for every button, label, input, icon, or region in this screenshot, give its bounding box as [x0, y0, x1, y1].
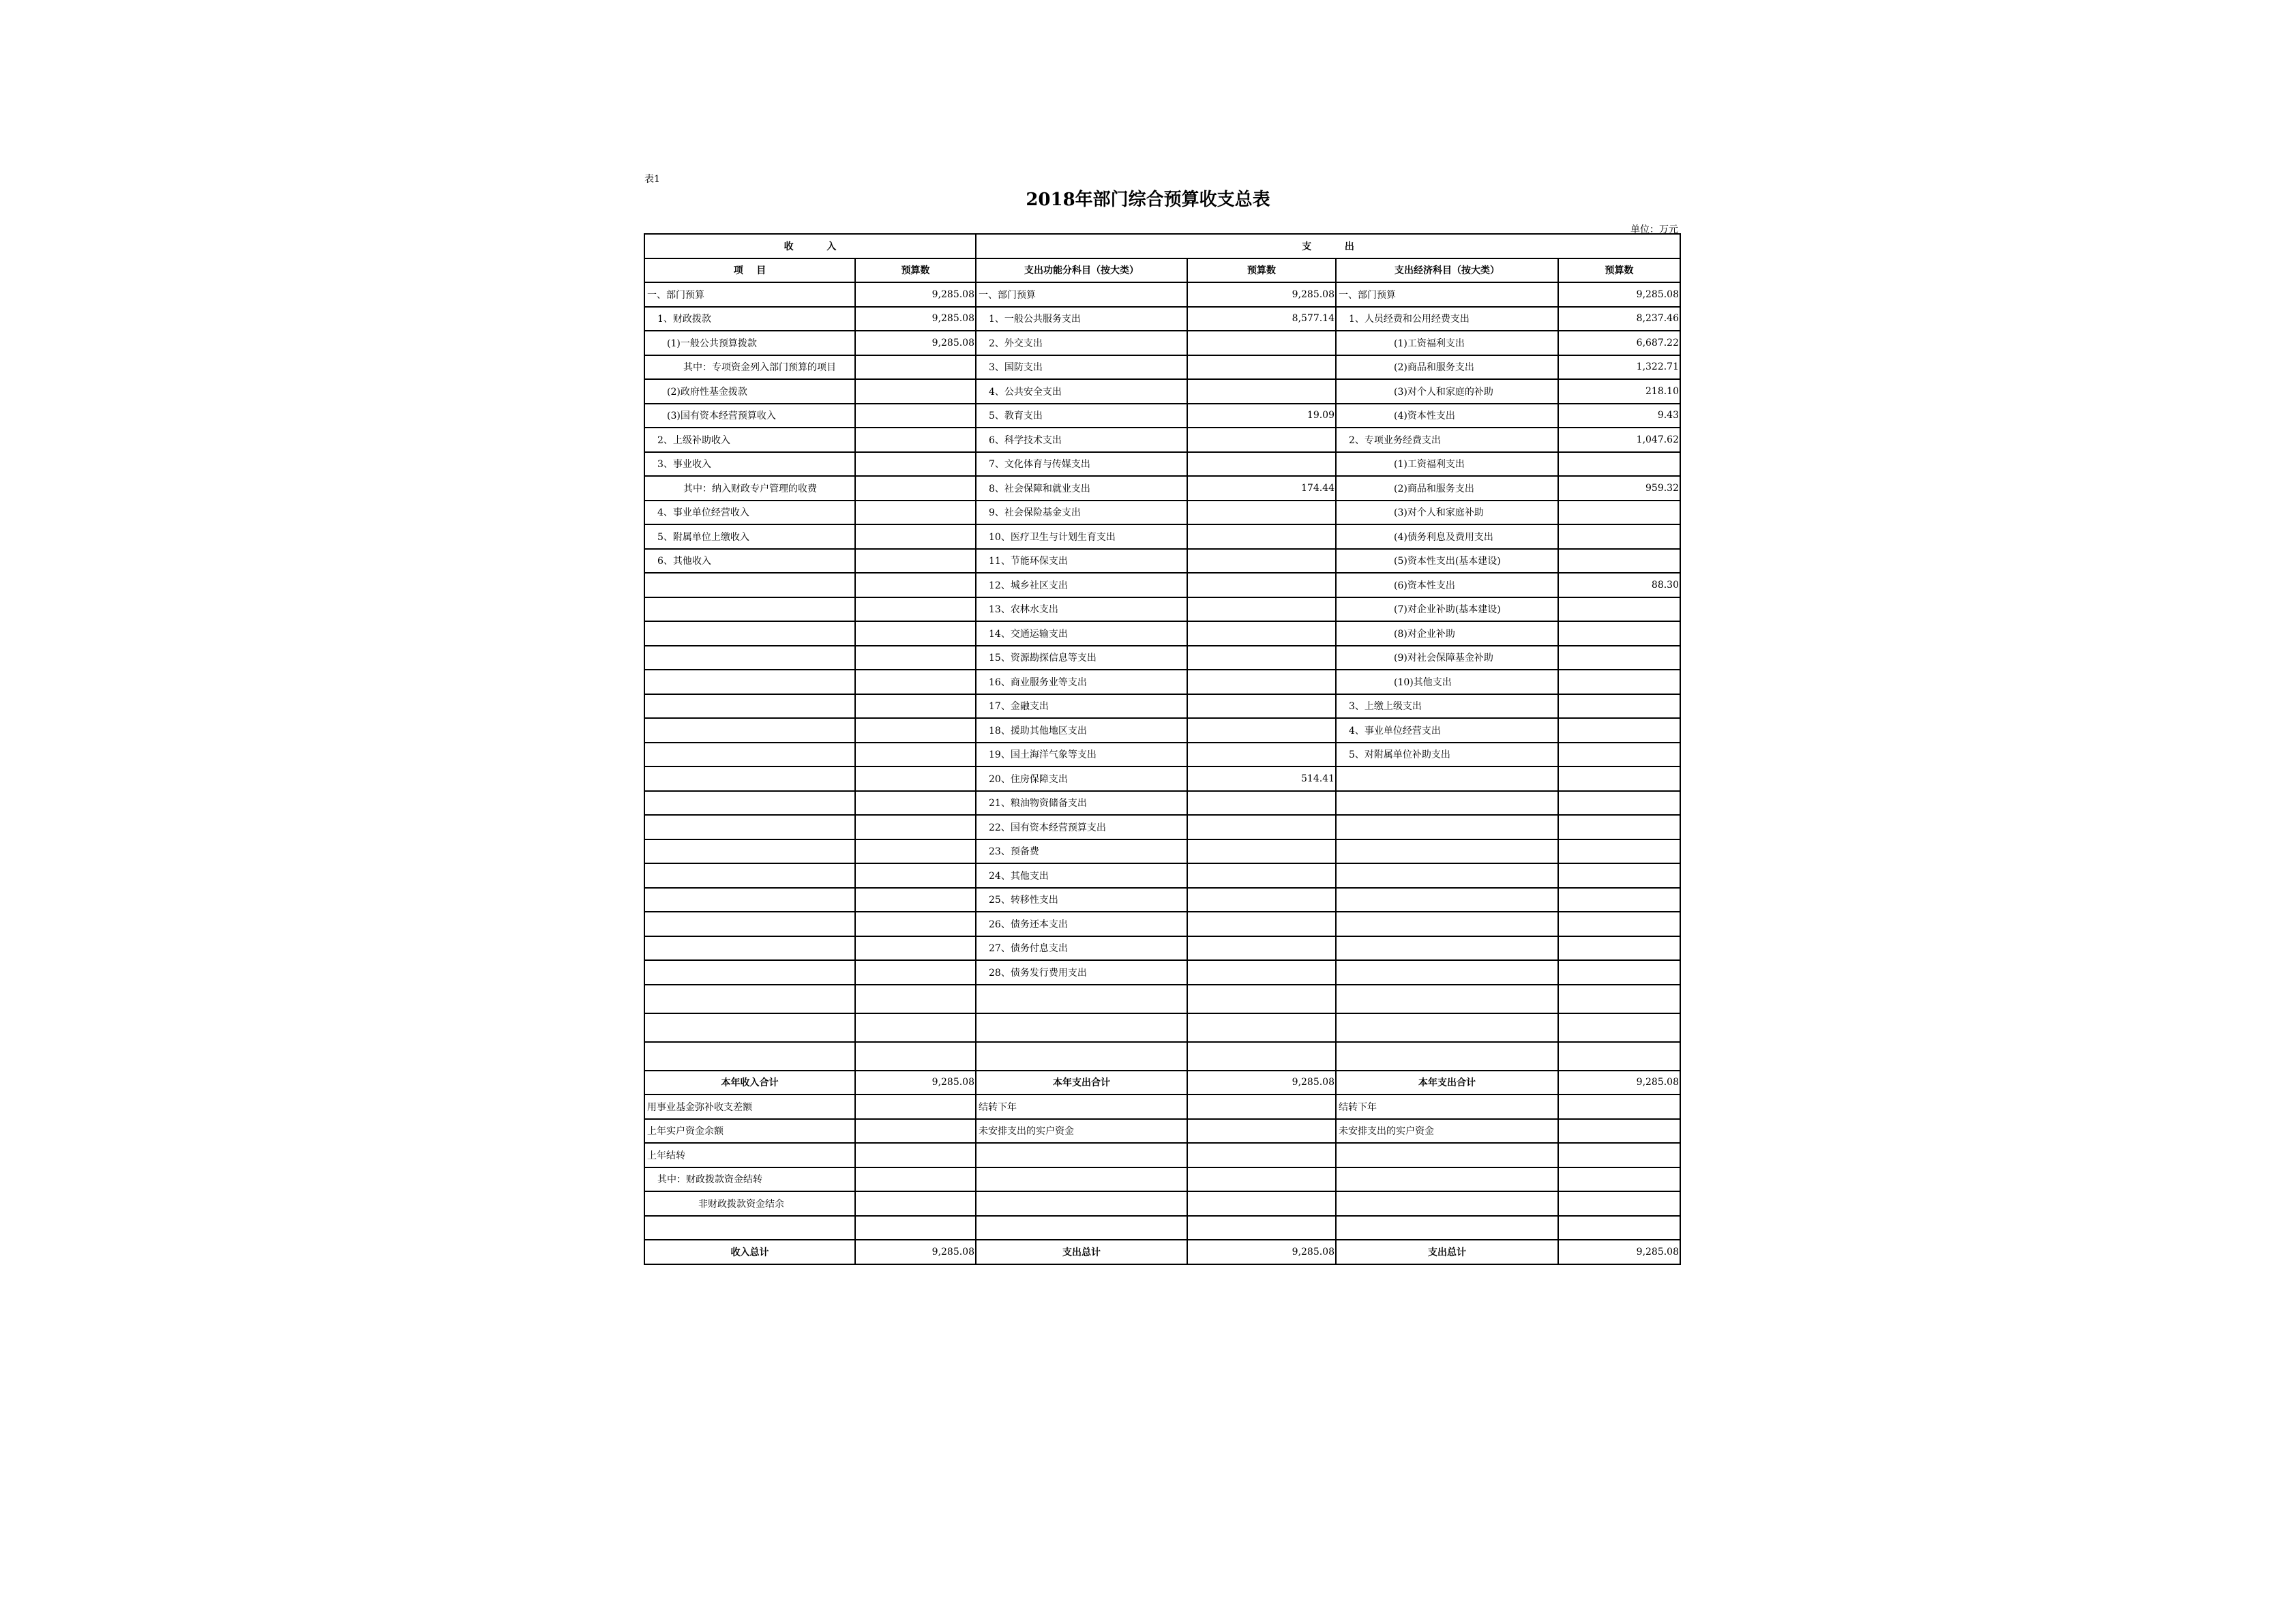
- income-item: [644, 621, 855, 646]
- functional-item: [976, 985, 1187, 1013]
- functional-budget: [1187, 501, 1336, 525]
- functional-budget: [1187, 355, 1336, 380]
- income-total-label: 收入总计: [644, 1240, 855, 1264]
- economic-budget: [1558, 621, 1680, 646]
- functional-budget: [1187, 331, 1336, 355]
- income-budget: [855, 404, 976, 428]
- functional-budget: [1187, 1013, 1336, 1042]
- functional-budget: [1187, 1095, 1336, 1119]
- economic-item: (5)资本性支出(基本建设): [1336, 549, 1558, 574]
- income-item: [644, 863, 855, 888]
- income-item: (2)政府性基金拨款: [644, 379, 855, 404]
- economic-budget: 6,687.22: [1558, 331, 1680, 355]
- budget-summary-table: [644, 233, 1681, 1265]
- economic-item: [1336, 1143, 1558, 1167]
- functional-budget: [1187, 452, 1336, 477]
- economic-budget: [1558, 791, 1680, 816]
- functional-item: [976, 1167, 1187, 1192]
- income-item: [644, 888, 855, 912]
- functional-budget-column-header: 预算数: [1187, 258, 1336, 283]
- functional-budget: 9,285.08: [1187, 282, 1336, 307]
- income-budget: [855, 694, 976, 719]
- table-row: [644, 524, 1680, 549]
- economic-budget: [1558, 646, 1680, 670]
- economic-item: 一、部门预算: [1336, 282, 1558, 307]
- functional-item: 7、文化体育与传媒支出: [976, 452, 1187, 477]
- economic-budget: [1558, 815, 1680, 839]
- table-row: [644, 476, 1680, 501]
- income-budget: [855, 501, 976, 525]
- functional-budget: [1187, 743, 1336, 767]
- functional-budget: [1187, 791, 1336, 816]
- table-row: [644, 815, 1680, 839]
- functional-total-label: 支出总计: [976, 1240, 1187, 1264]
- table-row: [644, 791, 1680, 816]
- functional-budget: [1187, 1216, 1336, 1240]
- economic-item: 3、上缴上级支出: [1336, 694, 1558, 719]
- income-budget: [855, 791, 976, 816]
- income-item: 1、财政拨款: [644, 307, 855, 331]
- table-row: [644, 379, 1680, 404]
- functional-budget: [1187, 912, 1336, 936]
- table-row: [644, 307, 1680, 331]
- income-budget: [855, 985, 976, 1013]
- economic-budget: 959.32: [1558, 476, 1680, 501]
- table-row: [644, 1216, 1680, 1240]
- functional-item: [976, 1216, 1187, 1240]
- table-row: [644, 452, 1680, 477]
- economic-budget: [1558, 1042, 1680, 1071]
- economic-budget: [1558, 863, 1680, 888]
- functional-item: 21、粮油物资储备支出: [976, 791, 1187, 816]
- functional-item: 3、国防支出: [976, 355, 1187, 380]
- functional-item: 24、其他支出: [976, 863, 1187, 888]
- functional-budget: [1187, 839, 1336, 864]
- table-row: [644, 743, 1680, 767]
- economic-item: (1)工资福利支出: [1336, 331, 1558, 355]
- economic-budget: 218.10: [1558, 379, 1680, 404]
- table-row: [644, 936, 1680, 961]
- economic-budget: [1558, 1216, 1680, 1240]
- functional-budget: [1187, 936, 1336, 961]
- functional-item: 26、债务还本支出: [976, 912, 1187, 936]
- economic-budget: 8,237.46: [1558, 307, 1680, 331]
- income-item: [644, 718, 855, 743]
- income-budget: [855, 1216, 976, 1240]
- income-budget: [855, 597, 976, 622]
- functional-budget: [1187, 718, 1336, 743]
- table-row: [644, 888, 1680, 912]
- income-item: [644, 936, 855, 961]
- economic-budget: [1558, 839, 1680, 864]
- income-item: [644, 743, 855, 767]
- table-row: [644, 1191, 1680, 1216]
- functional-item: 10、医疗卫生与计划生育支出: [976, 524, 1187, 549]
- economic-budget: [1558, 549, 1680, 574]
- economic-item: [1336, 1216, 1558, 1240]
- income-budget: [855, 1095, 976, 1119]
- economic-item: [1336, 863, 1558, 888]
- functional-item: 15、资源勘探信息等支出: [976, 646, 1187, 670]
- economic-budget: [1558, 912, 1680, 936]
- economic-budget: [1558, 524, 1680, 549]
- income-budget: [855, 549, 976, 574]
- income-budget: 9,285.08: [855, 282, 976, 307]
- income-budget: [855, 1143, 976, 1167]
- economic-item: (1)工资福利支出: [1336, 452, 1558, 477]
- income-budget: [855, 1119, 976, 1144]
- income-item: [644, 839, 855, 864]
- functional-budget: [1187, 863, 1336, 888]
- functional-column-header: 支出功能分科目（按大类）: [976, 258, 1187, 283]
- functional-budget: 8,577.14: [1187, 307, 1336, 331]
- economic-item: [1336, 1042, 1558, 1071]
- economic-budget: [1558, 1013, 1680, 1042]
- functional-item: 14、交通运输支出: [976, 621, 1187, 646]
- functional-item: 22、国有资本经营预算支出: [976, 815, 1187, 839]
- economic-budget: [1558, 743, 1680, 767]
- table-row: [644, 331, 1680, 355]
- economic-total-label: 支出总计: [1336, 1240, 1558, 1264]
- income-budget: [855, 960, 976, 985]
- functional-budget: [1187, 573, 1336, 597]
- economic-item: [1336, 960, 1558, 985]
- functional-item: 25、转移性支出: [976, 888, 1187, 912]
- income-item: (1)一般公共预算拨款: [644, 331, 855, 355]
- income-total-label: 本年收入合计: [644, 1071, 855, 1095]
- income-item: [644, 646, 855, 670]
- economic-total-value: 9,285.08: [1558, 1071, 1680, 1095]
- income-item: [644, 815, 855, 839]
- economic-budget: 1,322.71: [1558, 355, 1680, 380]
- economic-item: (8)对企业补助: [1336, 621, 1558, 646]
- income-item: (3)国有资本经营预算收入: [644, 404, 855, 428]
- functional-item: 27、债务付息支出: [976, 936, 1187, 961]
- income-budget-column-header: 预算数: [855, 258, 976, 283]
- income-item: [644, 960, 855, 985]
- unit-label: 单位：万元: [1630, 224, 1678, 235]
- grand-total-row: [644, 1240, 1680, 1264]
- economic-budget: [1558, 766, 1680, 791]
- income-budget: [855, 621, 976, 646]
- economic-budget: [1558, 1095, 1680, 1119]
- table-row: [644, 1013, 1680, 1042]
- functional-budget: 174.44: [1187, 476, 1336, 501]
- income-item: [644, 766, 855, 791]
- income-item: 一、部门预算: [644, 282, 855, 307]
- functional-item: [976, 1013, 1187, 1042]
- economic-item: (7)对企业补助(基本建设): [1336, 597, 1558, 622]
- functional-budget: [1187, 888, 1336, 912]
- economic-budget: [1558, 1119, 1680, 1144]
- income-group-header: 收 入: [644, 234, 976, 258]
- economic-item: [1336, 1167, 1558, 1192]
- economic-budget: [1558, 1143, 1680, 1167]
- page-title: 2018年部门综合预算收支总表: [1026, 190, 1270, 210]
- table-row: [644, 1143, 1680, 1167]
- functional-budget: [1187, 379, 1336, 404]
- functional-item: 11、节能环保支出: [976, 549, 1187, 574]
- economic-item: (2)商品和服务支出: [1336, 476, 1558, 501]
- income-item: [644, 670, 855, 694]
- economic-budget: [1558, 1167, 1680, 1192]
- table-row: [644, 621, 1680, 646]
- functional-item: 20、住房保障支出: [976, 766, 1187, 791]
- table-row: [644, 428, 1680, 452]
- functional-item: 28、债务发行费用支出: [976, 960, 1187, 985]
- economic-item: [1336, 985, 1558, 1013]
- economic-budget: [1558, 960, 1680, 985]
- functional-item: 2、外交支出: [976, 331, 1187, 355]
- functional-item: 19、国土海洋气象等支出: [976, 743, 1187, 767]
- functional-budget: [1187, 646, 1336, 670]
- income-budget: [855, 815, 976, 839]
- table-row: [644, 718, 1680, 743]
- functional-item: 12、城乡社区支出: [976, 573, 1187, 597]
- column-header-row: [644, 258, 1680, 283]
- income-item: [644, 912, 855, 936]
- functional-budget: [1187, 524, 1336, 549]
- economic-budget: [1558, 694, 1680, 719]
- income-item: 用事业基金弥补收支差额: [644, 1095, 855, 1119]
- income-item: 5、附属单位上缴收入: [644, 524, 855, 549]
- table-number: 表1: [644, 174, 660, 185]
- functional-budget: [1187, 597, 1336, 622]
- economic-budget: [1558, 936, 1680, 961]
- income-item: [644, 597, 855, 622]
- income-total-value: 9,285.08: [855, 1240, 976, 1264]
- economic-item: [1336, 1013, 1558, 1042]
- economic-item: (3)对个人和家庭的补助: [1336, 379, 1558, 404]
- table-row: [644, 355, 1680, 380]
- table-row: [644, 1167, 1680, 1192]
- functional-budget: [1187, 1143, 1336, 1167]
- functional-total-value: 9,285.08: [1187, 1071, 1336, 1095]
- functional-item: 13、农林水支出: [976, 597, 1187, 622]
- income-item: 6、其他收入: [644, 549, 855, 574]
- item-column-header: 项 目: [644, 258, 855, 283]
- functional-item: 结转下年: [976, 1095, 1187, 1119]
- income-budget: [855, 452, 976, 477]
- functional-item: 17、金融支出: [976, 694, 1187, 719]
- income-budget: [855, 888, 976, 912]
- functional-budget: [1187, 428, 1336, 452]
- income-budget: [855, 355, 976, 380]
- functional-total-value: 9,285.08: [1187, 1240, 1336, 1264]
- functional-budget: [1187, 549, 1336, 574]
- income-item: 非财政拨款资金结余: [644, 1191, 855, 1216]
- income-budget: [855, 912, 976, 936]
- table-row: [644, 1042, 1680, 1071]
- economic-item: (2)商品和服务支出: [1336, 355, 1558, 380]
- income-budget: [855, 743, 976, 767]
- income-item: 上年实户资金余额: [644, 1119, 855, 1144]
- table-row: [644, 960, 1680, 985]
- income-budget: [855, 573, 976, 597]
- economic-total-value: 9,285.08: [1558, 1240, 1680, 1264]
- economic-item: [1336, 839, 1558, 864]
- income-budget: [855, 379, 976, 404]
- functional-item: 8、社会保障和就业支出: [976, 476, 1187, 501]
- economic-budget: [1558, 452, 1680, 477]
- economic-item: [1336, 815, 1558, 839]
- economic-budget: 88.30: [1558, 573, 1680, 597]
- income-total-value: 9,285.08: [855, 1071, 976, 1095]
- table-row: [644, 670, 1680, 694]
- economic-budget: [1558, 888, 1680, 912]
- economic-budget: 1,047.62: [1558, 428, 1680, 452]
- functional-budget: [1187, 1119, 1336, 1144]
- functional-item: [976, 1042, 1187, 1071]
- economic-item: 4、事业单位经营支出: [1336, 718, 1558, 743]
- functional-item: 一、部门预算: [976, 282, 1187, 307]
- economic-budget: [1558, 985, 1680, 1013]
- economic-item: 2、专项业务经费支出: [1336, 428, 1558, 452]
- table-row: [644, 282, 1680, 307]
- functional-budget: [1187, 621, 1336, 646]
- income-budget: 9,285.08: [855, 331, 976, 355]
- economic-budget-column-header: 预算数: [1558, 258, 1680, 283]
- functional-budget: 19.09: [1187, 404, 1336, 428]
- functional-item: 16、商业服务业等支出: [976, 670, 1187, 694]
- functional-budget: [1187, 1042, 1336, 1071]
- economic-item: (6)资本性支出: [1336, 573, 1558, 597]
- income-budget: [855, 1042, 976, 1071]
- table-row: [644, 863, 1680, 888]
- functional-budget: 514.41: [1187, 766, 1336, 791]
- table-row: [644, 501, 1680, 525]
- table-row: [644, 912, 1680, 936]
- income-item: 3、事业收入: [644, 452, 855, 477]
- income-item: [644, 573, 855, 597]
- income-budget: [855, 670, 976, 694]
- functional-item: 未安排支出的实户资金: [976, 1119, 1187, 1144]
- table-row: [644, 1095, 1680, 1119]
- table-row: [644, 597, 1680, 622]
- income-item: 4、事业单位经营收入: [644, 501, 855, 525]
- functional-budget: [1187, 670, 1336, 694]
- economic-item: [1336, 936, 1558, 961]
- income-budget: [855, 1167, 976, 1192]
- table-row: [644, 766, 1680, 791]
- economic-item: (4)债务利息及费用支出: [1336, 524, 1558, 549]
- table-row: [644, 839, 1680, 864]
- income-item: 其中：纳入财政专户管理的收费: [644, 476, 855, 501]
- economic-item: [1336, 888, 1558, 912]
- functional-budget: [1187, 985, 1336, 1013]
- expense-group-header: 支 出: [976, 234, 1680, 258]
- group-header-row: [644, 234, 1680, 258]
- economic-item: 1、人员经费和公用经费支出: [1336, 307, 1558, 331]
- functional-item: 23、预备费: [976, 839, 1187, 864]
- income-item: [644, 694, 855, 719]
- functional-item: 6、科学技术支出: [976, 428, 1187, 452]
- table-row: [644, 573, 1680, 597]
- income-item: 其中：专项资金列入部门预算的项目: [644, 355, 855, 380]
- functional-budget: [1187, 960, 1336, 985]
- economic-budget: [1558, 597, 1680, 622]
- functional-item: [976, 1191, 1187, 1216]
- economic-item: (10)其他支出: [1336, 670, 1558, 694]
- income-item: [644, 791, 855, 816]
- functional-budget: [1187, 815, 1336, 839]
- economic-budget: 9,285.08: [1558, 282, 1680, 307]
- income-item: [644, 1013, 855, 1042]
- income-item: 其中：财政拨款资金结转: [644, 1167, 855, 1192]
- functional-budget: [1187, 1191, 1336, 1216]
- table-row: [644, 1119, 1680, 1144]
- income-budget: [855, 936, 976, 961]
- economic-item: [1336, 766, 1558, 791]
- income-budget: [855, 766, 976, 791]
- income-budget: [855, 646, 976, 670]
- income-item: 2、上级补助收入: [644, 428, 855, 452]
- economic-total-label: 本年支出合计: [1336, 1071, 1558, 1095]
- economic-item: (3)对个人和家庭补助: [1336, 501, 1558, 525]
- functional-item: 5、教育支出: [976, 404, 1187, 428]
- income-item: 上年结转: [644, 1143, 855, 1167]
- income-budget: [855, 1191, 976, 1216]
- table-row: [644, 404, 1680, 428]
- economic-budget: [1558, 1191, 1680, 1216]
- economic-budget: [1558, 718, 1680, 743]
- economic-item: 未安排支出的实户资金: [1336, 1119, 1558, 1144]
- year-total-row: [644, 1071, 1680, 1095]
- functional-item: 18、援助其他地区支出: [976, 718, 1187, 743]
- economic-item: (4)资本性支出: [1336, 404, 1558, 428]
- functional-item: 4、公共安全支出: [976, 379, 1187, 404]
- table-row: [644, 985, 1680, 1013]
- economic-item: 5、对附属单位补助支出: [1336, 743, 1558, 767]
- income-budget: [855, 476, 976, 501]
- economic-budget: 9.43: [1558, 404, 1680, 428]
- functional-item: [976, 1143, 1187, 1167]
- income-budget: [855, 863, 976, 888]
- functional-item: 9、社会保险基金支出: [976, 501, 1187, 525]
- functional-total-label: 本年支出合计: [976, 1071, 1187, 1095]
- income-budget: [855, 428, 976, 452]
- economic-column-header: 支出经济科目（按大类）: [1336, 258, 1558, 283]
- income-item: [644, 985, 855, 1013]
- economic-item: [1336, 1191, 1558, 1216]
- table-row: [644, 646, 1680, 670]
- table-row: [644, 694, 1680, 719]
- economic-item: 结转下年: [1336, 1095, 1558, 1119]
- economic-item: (9)对社会保障基金补助: [1336, 646, 1558, 670]
- table-row: [644, 549, 1680, 574]
- income-budget: 9,285.08: [855, 307, 976, 331]
- income-item: [644, 1216, 855, 1240]
- functional-budget: [1187, 694, 1336, 719]
- functional-budget: [1187, 1167, 1336, 1192]
- income-budget: [855, 718, 976, 743]
- economic-budget: [1558, 501, 1680, 525]
- income-item: [644, 1042, 855, 1071]
- income-budget: [855, 524, 976, 549]
- economic-item: [1336, 791, 1558, 816]
- economic-item: [1336, 912, 1558, 936]
- income-budget: [855, 839, 976, 864]
- economic-budget: [1558, 670, 1680, 694]
- functional-item: 1、一般公共服务支出: [976, 307, 1187, 331]
- income-budget: [855, 1013, 976, 1042]
